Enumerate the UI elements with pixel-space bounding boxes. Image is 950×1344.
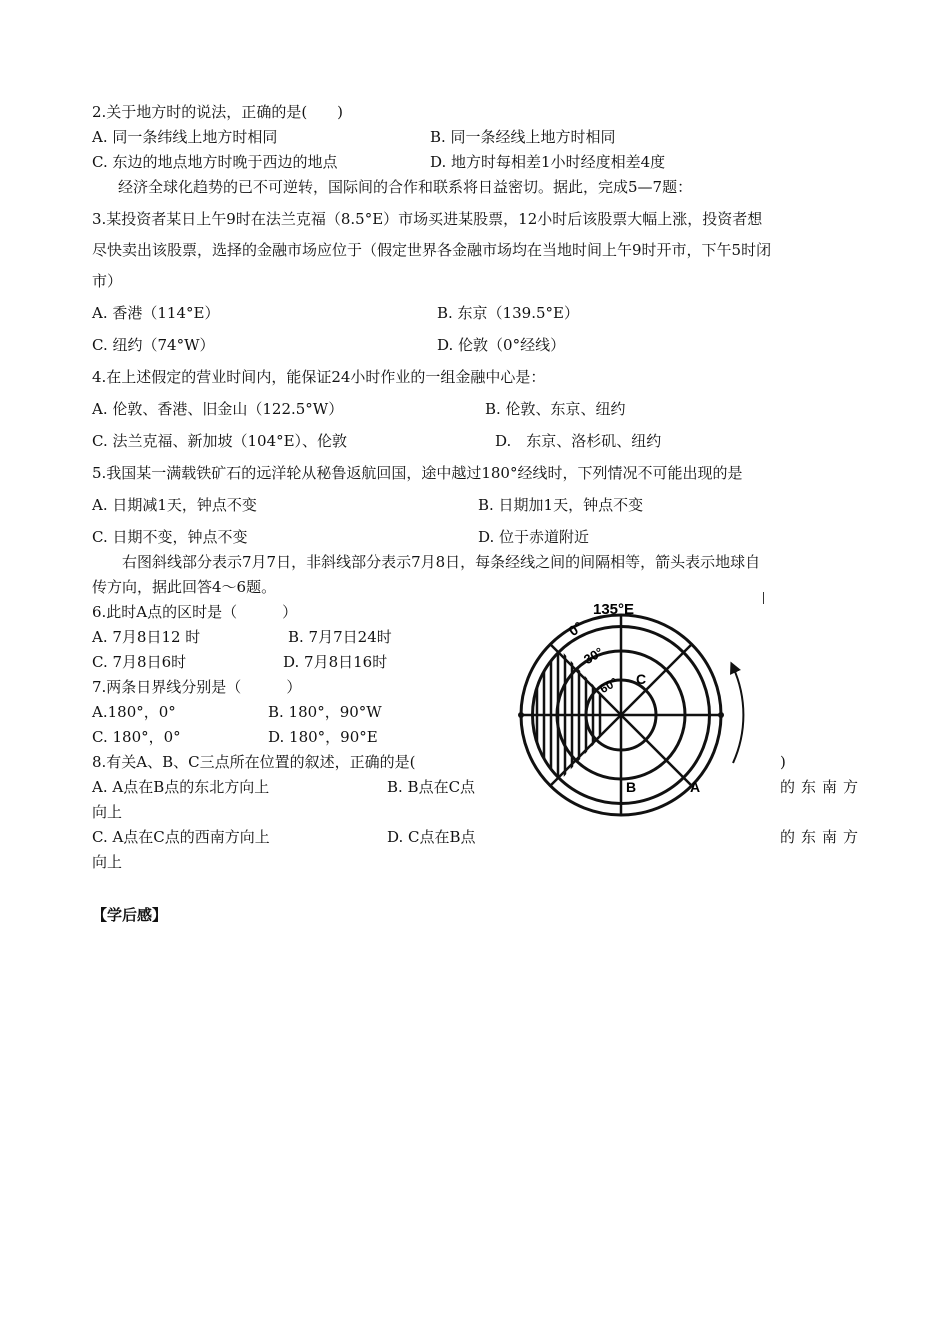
q5-option-b[interactable]: B. 日期加1天，钟点不变 <box>478 496 644 514</box>
q6-option-b[interactable]: B. 7月7日24时 <box>288 628 392 646</box>
q8-option-b[interactable]: B. B点在C点 <box>387 778 476 796</box>
q8-option-b-tail: 的东南方 <box>780 778 865 796</box>
label-30-degree: 30° <box>581 644 606 668</box>
q4-option-d[interactable]: D. 东京、洛杉矶、纽约 <box>495 432 662 450</box>
label-point-b: B <box>626 779 637 795</box>
intro-4-6-line1: 右图斜线部分表示7月7日，非斜线部分表示7月8日，每条经线之间的间隔相等，箭头表示地球自 <box>122 553 761 571</box>
q7-option-b[interactable]: B. 180°，90°W <box>268 703 382 721</box>
intro-5-7: 经济全球化趋势的已不可逆转，国际间的合作和联系将日益密切。据此，完成5—7题： <box>118 178 693 196</box>
q8-option-c[interactable]: C. A点在C点的西南方向上 <box>92 828 270 846</box>
q3-stem-line1: 3.某投资者某日上午9时在法兰克福（8.5°E）市场买进某股票，12小时后该股票大幅上涨，投资者想 <box>92 210 763 228</box>
q3-stem-line3: 市） <box>92 272 123 290</box>
q5-option-c[interactable]: C. 日期不变，钟点不变 <box>92 528 248 546</box>
q3-stem-line2: 尽快卖出该股票，选择的金融市场应位于（假定世界各金融市场均在当地时间上午9时开市，下午5时闭 <box>92 241 772 259</box>
q3-option-a[interactable]: A. 香港（114°E） <box>92 304 220 322</box>
q5-option-d[interactable]: D. 位于赤道附近 <box>478 528 590 546</box>
q8-stem: 8.有关A、B、C三点所在位置的叙述，正确的是( <box>92 753 416 771</box>
q6-option-d[interactable]: D. 7月8日16时 <box>283 653 388 671</box>
q7-stem: 7.两条日界线分别是（ ） <box>92 678 302 696</box>
q7-option-a[interactable]: A.180°，0° <box>92 703 176 721</box>
q2-option-b[interactable]: B. 同一条经线上地方时相同 <box>430 128 616 146</box>
label-135e: 135°E <box>593 601 635 618</box>
q4-option-a[interactable]: A. 伦敦、香港、旧金山（122.5°W） <box>92 400 344 418</box>
q3-option-d[interactable]: D. 伦敦（0°经线） <box>437 336 566 354</box>
q6-stem: 6.此时A点的区时是（ ） <box>92 603 298 621</box>
q8-stem-close: ) <box>780 753 786 771</box>
q3-option-c[interactable]: C. 纽约（74°W） <box>92 336 215 354</box>
q6-option-a[interactable]: A. 7月8日12 时 <box>92 628 201 646</box>
intro-4-6-line2: 传方向，据此回答4～6题。 <box>92 578 277 596</box>
q8-option-d-tail: 的东南方 <box>780 828 865 846</box>
q8-option-a[interactable]: A. A点在B点的东北方向上 <box>92 778 270 796</box>
q2-stem: 2.关于地方时的说法，正确的是( ) <box>92 103 344 121</box>
q2-option-c[interactable]: C. 东边的地点地方时晚于西边的地点 <box>92 153 338 171</box>
q4-stem: 4.在上述假定的营业时间内，能保证24小时作业的一组金融中心是： <box>92 368 546 386</box>
polar-day-diagram <box>492 595 792 857</box>
label-60-degree: 60° <box>597 674 621 697</box>
q4-option-c[interactable]: C. 法兰克福、新加坡（104°E）、伦敦 <box>92 432 348 450</box>
q8-option-d[interactable]: D. C点在B点 <box>387 828 476 846</box>
q6-option-c[interactable]: C. 7月8日6时 <box>92 653 187 671</box>
label-0-degree: 0° <box>565 618 586 640</box>
q3-option-b[interactable]: B. 东京（139.5°E） <box>437 304 579 322</box>
footer-heading: 【学后感】 <box>92 906 168 924</box>
q8-option-b-wrap: 向上 <box>92 803 123 821</box>
q7-option-c[interactable]: C. 180°，0° <box>92 728 181 746</box>
q7-option-d[interactable]: D. 180°，90°E <box>268 728 378 746</box>
q8-option-d-wrap: 向上 <box>92 853 123 871</box>
q2-option-d[interactable]: D. 地方时每相差1小时经度相差4度 <box>430 153 666 171</box>
q5-option-a[interactable]: A. 日期减1天，钟点不变 <box>92 496 257 514</box>
rotation-arrow-icon <box>733 667 743 763</box>
q4-option-b[interactable]: B. 伦敦、东京、纽约 <box>485 400 626 418</box>
label-point-a: A <box>690 779 701 795</box>
q5-stem: 5.我国某一满载铁矿石的远洋轮从秘鲁返航回国，途中越过180°经线时，下列情况不可能出现的是 <box>92 464 743 482</box>
label-point-c: C <box>636 671 647 687</box>
q2-option-a[interactable]: A. 同一条纬线上地方时相同 <box>92 128 278 146</box>
